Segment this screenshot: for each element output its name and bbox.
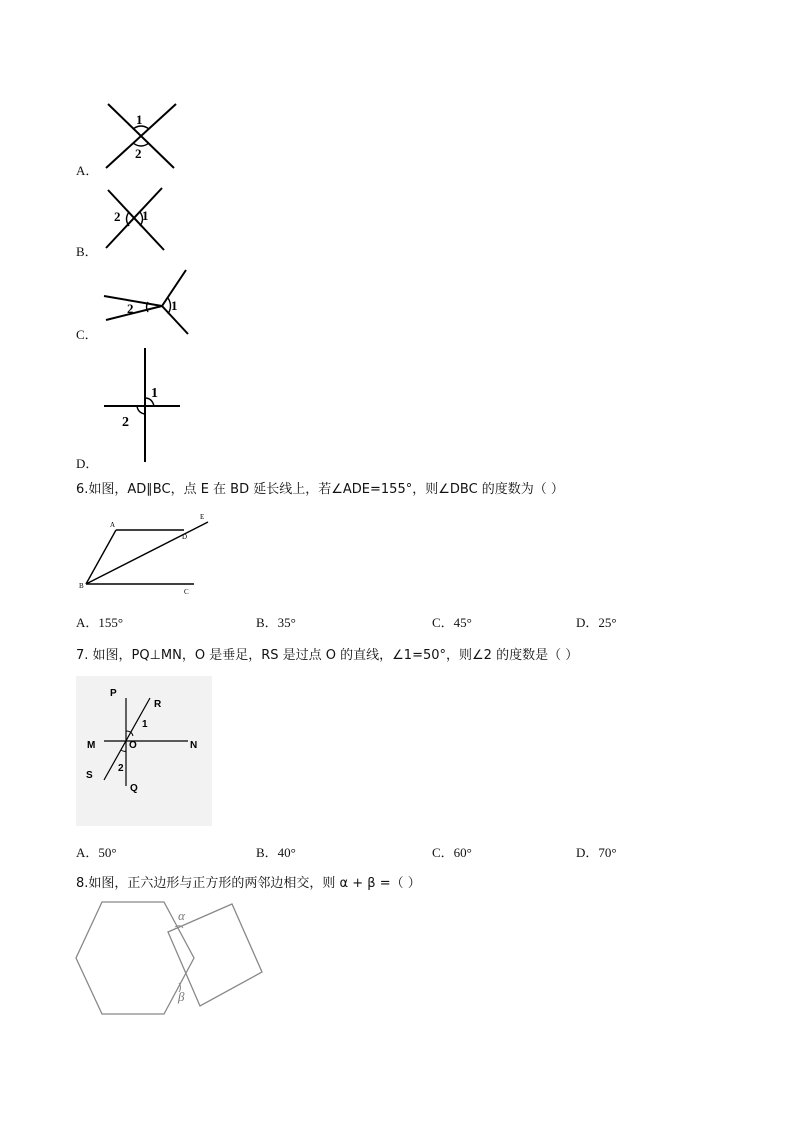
q6-label-e: E bbox=[200, 513, 205, 521]
q5-d-label-1: 1 bbox=[151, 386, 158, 401]
q7-label-1: 1 bbox=[142, 719, 148, 730]
q8-stem: 8.如图，正六边形与正方形的两邻边相交，则 α + β =（ ） bbox=[76, 876, 421, 891]
q7-answer-b[interactable]: B．40° bbox=[256, 845, 296, 860]
q6-answer-c[interactable]: C．45° bbox=[432, 615, 472, 630]
q8-figure bbox=[74, 898, 266, 1020]
q6-answer-b[interactable]: B．35° bbox=[256, 615, 296, 630]
q7-answer-d[interactable]: D．70° bbox=[576, 845, 617, 860]
q7-figure bbox=[76, 676, 212, 826]
q6-label-b: B bbox=[79, 582, 84, 590]
q7-label-q: Q bbox=[130, 783, 138, 794]
q7-label-r: R bbox=[154, 699, 162, 710]
q6-label-d: D bbox=[182, 533, 188, 541]
q8-label-alpha: α bbox=[178, 908, 185, 923]
q7-label-s: S bbox=[86, 770, 93, 781]
q5-option-d-letter: D． bbox=[76, 456, 99, 471]
q7-label-p: P bbox=[110, 688, 117, 699]
q8-label-beta: β bbox=[178, 989, 185, 1004]
q5-c-label-2: 2 bbox=[127, 301, 134, 316]
q5-figure-c bbox=[100, 266, 192, 338]
q5-option-b-letter: B． bbox=[76, 244, 98, 259]
q5-figure-a bbox=[100, 98, 184, 174]
q5-c-label-1: 1 bbox=[171, 298, 178, 313]
q7-stem: 7. 如图，PQ⊥MN，O 是垂足，RS 是过点 O 的直线，∠1=50°，则∠2 的度数是（ ） bbox=[76, 648, 579, 663]
q6-answer-d[interactable]: D．25° bbox=[576, 615, 617, 630]
q5-a-label-2: 2 bbox=[135, 146, 142, 161]
q5-figure-b bbox=[100, 184, 172, 256]
q5-b-label-1: 1 bbox=[142, 208, 149, 223]
q7-answer-a[interactable]: A．50° bbox=[76, 845, 117, 860]
q7-label-o: O bbox=[129, 740, 137, 751]
q5-figure-d bbox=[100, 346, 184, 464]
q7-answer-c[interactable]: C．60° bbox=[432, 845, 472, 860]
q7-label-2: 2 bbox=[118, 763, 124, 774]
q5-option-a-letter: A． bbox=[76, 163, 99, 178]
q6-figure bbox=[76, 510, 216, 600]
q5-option-c-letter: C． bbox=[76, 327, 98, 342]
q7-label-m: M bbox=[87, 740, 96, 751]
q5-a-label-1: 1 bbox=[136, 112, 143, 127]
q6-label-c: C bbox=[184, 588, 189, 596]
q6-stem: 6.如图，AD∥BC，点 E 在 BD 延长线上，若∠ADE=155°，则∠DBC 的度数为（ ） bbox=[76, 482, 564, 497]
q7-label-n: N bbox=[190, 740, 198, 751]
q5-b-label-2: 2 bbox=[114, 209, 121, 224]
q6-answer-a[interactable]: A．155° bbox=[76, 615, 124, 630]
q5-d-label-2: 2 bbox=[122, 415, 129, 430]
q6-label-a: A bbox=[110, 521, 116, 529]
